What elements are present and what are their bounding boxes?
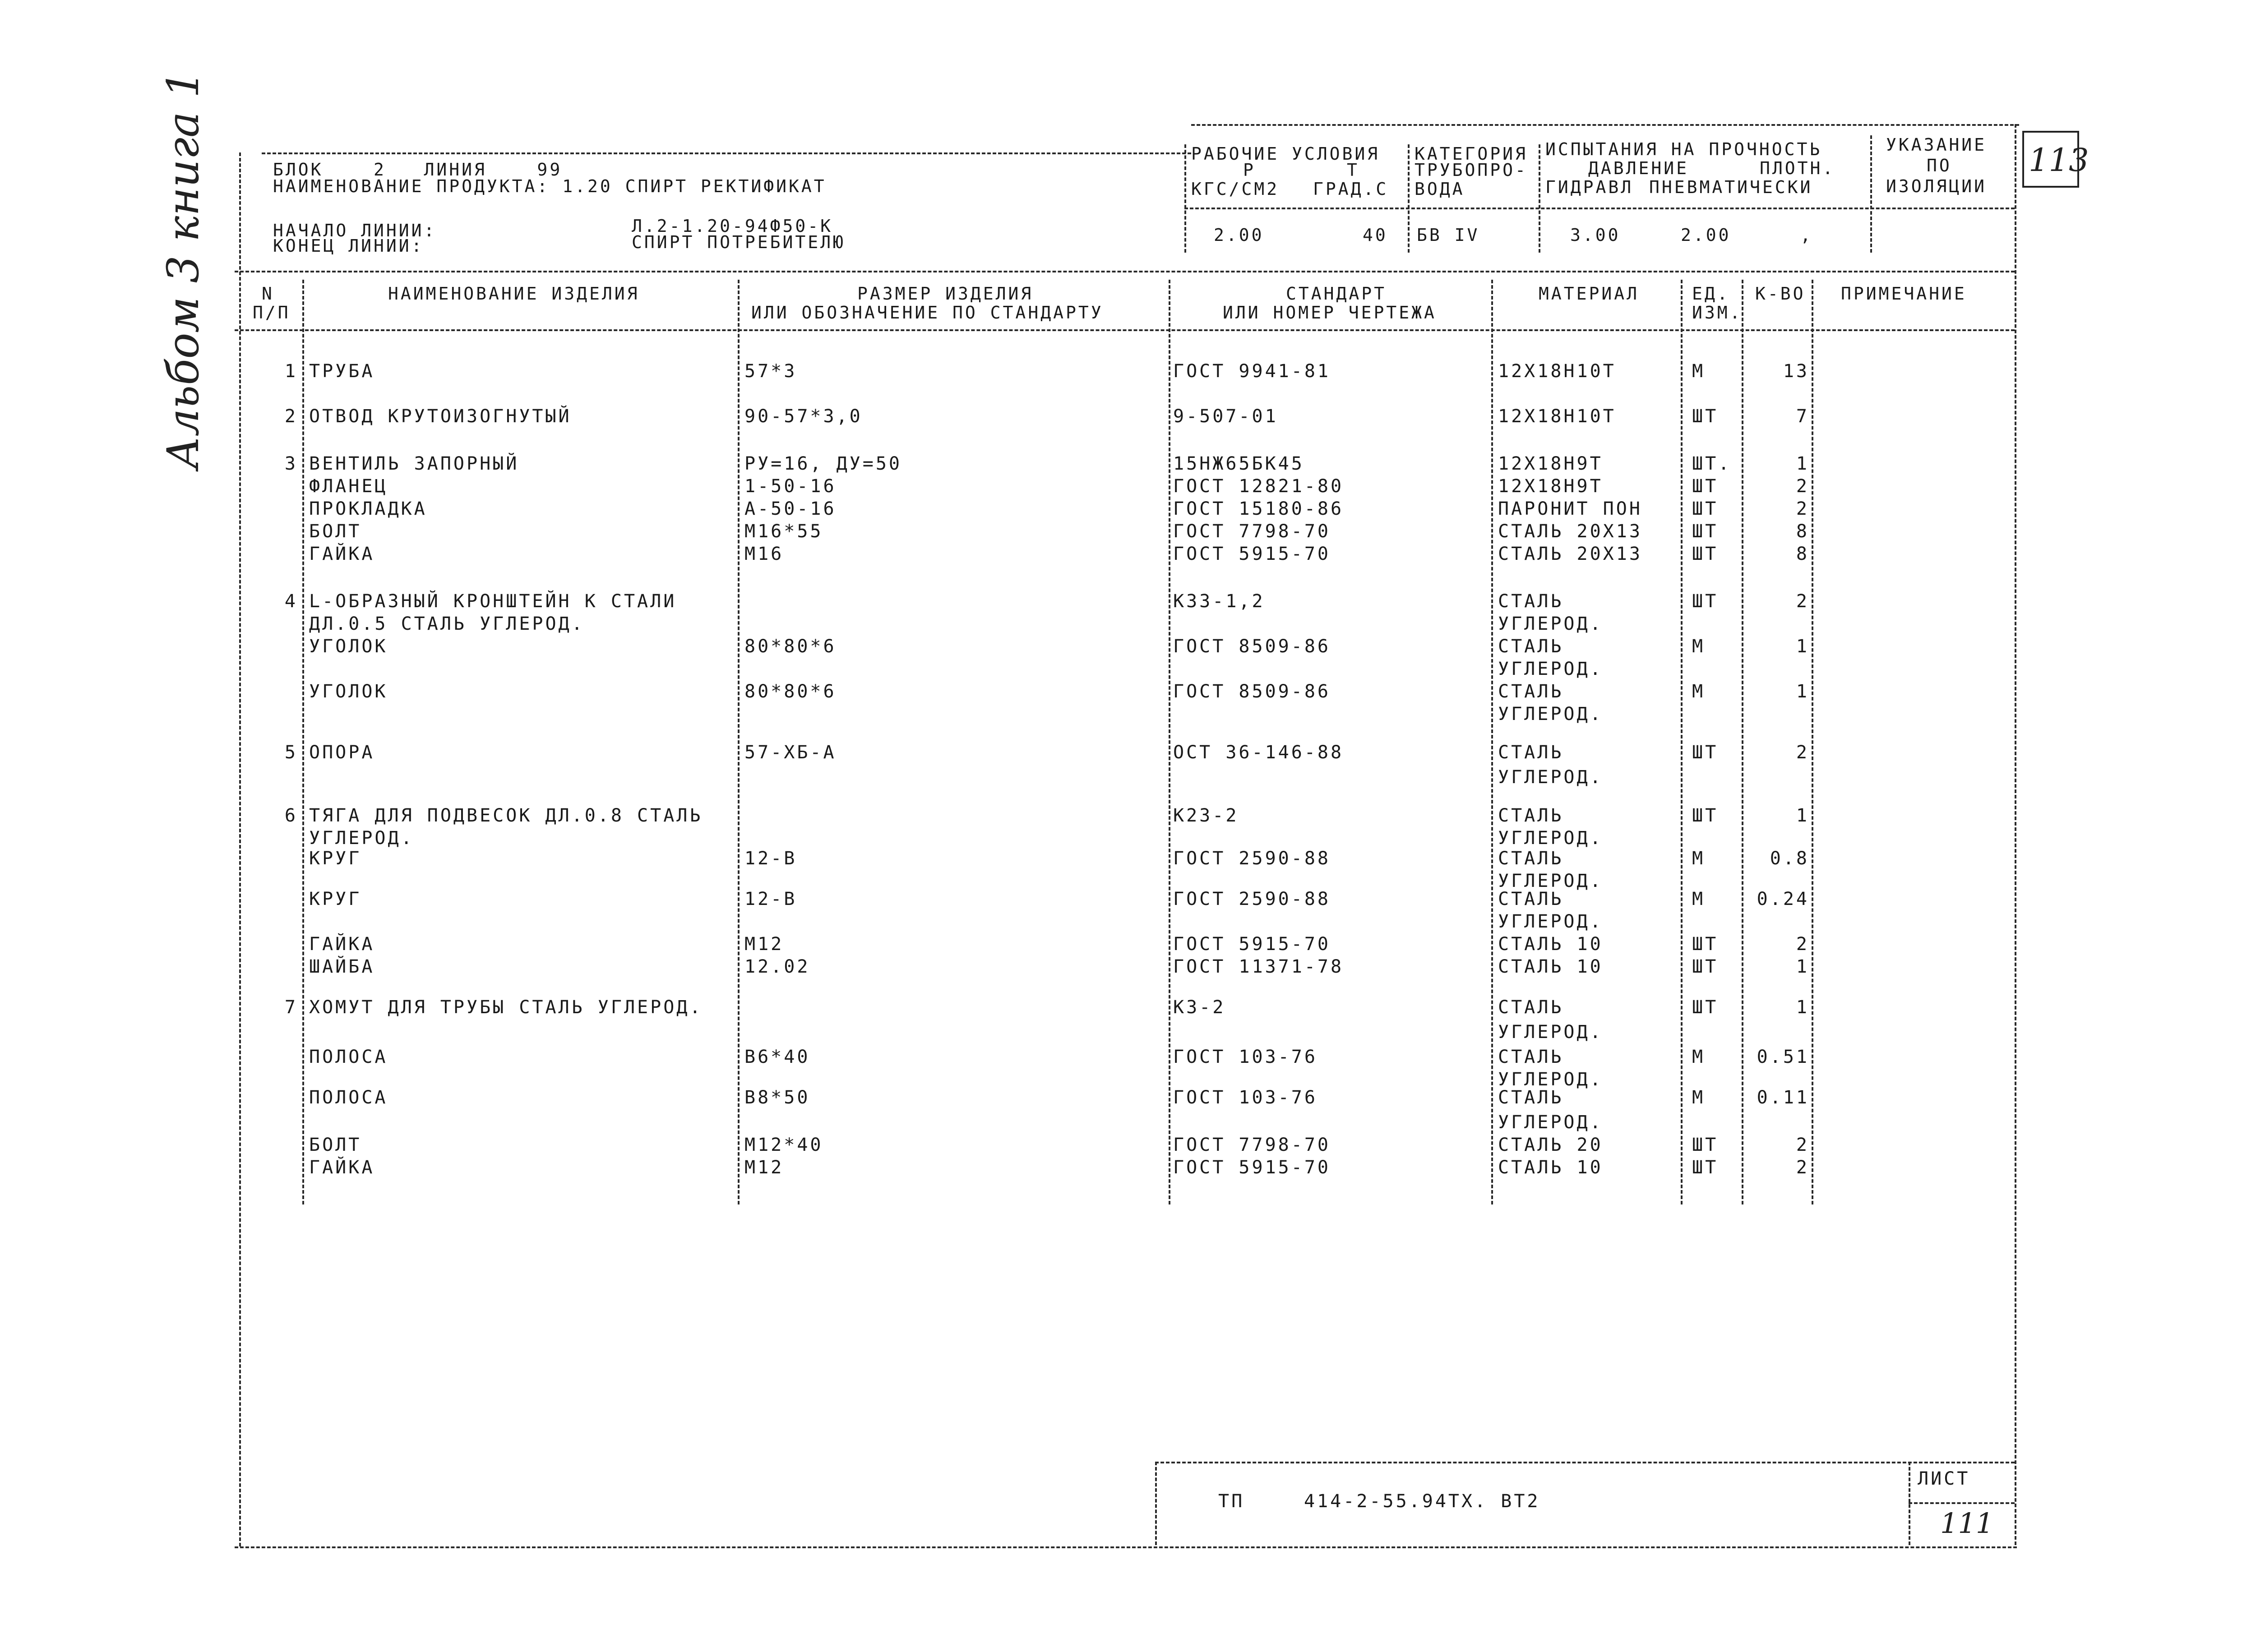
item-unit: М bbox=[1692, 361, 1706, 382]
item-standard: ГОСТ 5915-70 bbox=[1173, 934, 1331, 955]
line-end-label: КОНЕЦ ЛИНИИ: bbox=[273, 236, 424, 256]
item-standard: ГОСТ 5915-70 bbox=[1173, 1157, 1331, 1178]
item-standard: ГОСТ 9941-81 bbox=[1173, 361, 1331, 382]
item-material: УГЛЕРОД. bbox=[1498, 1112, 1603, 1133]
item-material: 12Х18Н10Т bbox=[1498, 361, 1616, 382]
line-end-value: СПИРТ ПОТРЕБИТЕЛЮ bbox=[632, 232, 846, 252]
item-name: УГЛЕРОД. bbox=[309, 828, 414, 849]
table-row bbox=[0, 453, 2256, 474]
row-number: 7 bbox=[284, 997, 298, 1018]
density-value: , bbox=[1800, 225, 1813, 245]
row-number: 5 bbox=[284, 742, 298, 763]
item-material: СТАЛЬ bbox=[1498, 681, 1564, 702]
insulation-2: ПО bbox=[1927, 156, 1952, 175]
item-unit: ШТ bbox=[1692, 544, 1719, 564]
table-row bbox=[0, 1135, 2256, 1155]
item-standard: К3-2 bbox=[1173, 997, 1226, 1018]
sheet-corner-box bbox=[2022, 131, 2089, 188]
col-note: ПРИМЕЧАНИЕ bbox=[1841, 284, 1967, 304]
p-label: Р bbox=[1243, 160, 1256, 180]
footer-top-line bbox=[1155, 1462, 2015, 1463]
item-name: ДЛ.0.5 СТАЛЬ УГЛЕРОД. bbox=[309, 614, 585, 634]
col-name: НАИМЕНОВАНИЕ ИЗДЕЛИЯ bbox=[388, 284, 640, 304]
item-material: СТАЛЬ 20Х13 bbox=[1498, 544, 1642, 564]
pneumatic-value: 2.00 bbox=[1681, 225, 1731, 245]
item-quantity: 1 bbox=[1796, 453, 1809, 474]
row-number: 3 bbox=[284, 453, 298, 474]
item-unit: М bbox=[1692, 1047, 1706, 1067]
table-row bbox=[0, 742, 2256, 763]
item-unit: М bbox=[1692, 889, 1706, 909]
item-size: 12-В bbox=[744, 848, 797, 869]
table-row bbox=[0, 889, 2256, 909]
item-quantity: 1 bbox=[1796, 636, 1809, 657]
conditions-title: РАБОЧИЕ УСЛОВИЯ bbox=[1191, 144, 1380, 164]
test-pressure: ДАВЛЕНИЕ bbox=[1588, 158, 1689, 178]
item-unit: ШТ bbox=[1692, 934, 1719, 955]
columns-bottom-line bbox=[235, 329, 2015, 331]
item-material: УГЛЕРОД. bbox=[1498, 767, 1603, 788]
item-quantity: 2 bbox=[1796, 934, 1809, 955]
item-name: L-ОБРАЗНЫЙ КРОНШТЕЙН К СТАЛИ bbox=[309, 591, 677, 612]
item-name: УГОЛОК bbox=[309, 681, 388, 702]
item-name: ГАЙКА bbox=[309, 934, 375, 955]
table-row bbox=[0, 767, 2256, 788]
item-standard: 9-507-01 bbox=[1173, 406, 1278, 427]
item-unit: ШТ. bbox=[1692, 453, 1732, 474]
test-title: ИСПЫТАНИЯ НА ПРОЧНОСТЬ bbox=[1545, 139, 1822, 159]
item-size: 80*80*6 bbox=[744, 636, 837, 657]
item-material: СТАЛЬ 10 bbox=[1498, 934, 1603, 955]
item-name: КРУГ bbox=[309, 848, 362, 869]
item-standard: К33-1,2 bbox=[1173, 591, 1265, 612]
item-size: М12 bbox=[744, 934, 784, 955]
item-material: СТАЛЬ bbox=[1498, 591, 1564, 612]
item-material: СТАЛЬ bbox=[1498, 805, 1564, 826]
line-start-label: НАЧАЛО ЛИНИИ: bbox=[273, 221, 437, 240]
item-unit: ШТ bbox=[1692, 956, 1719, 977]
footer-left-line bbox=[1155, 1462, 1157, 1545]
insulation-3: ИЗОЛЯЦИИ bbox=[1886, 176, 1987, 196]
row-number: 1 bbox=[284, 361, 298, 382]
table-row bbox=[0, 828, 2256, 849]
table-row bbox=[0, 591, 2256, 612]
item-material: УГЛЕРОД. bbox=[1498, 614, 1603, 634]
frame-bottom bbox=[235, 1546, 2017, 1548]
item-size: 90-57*3,0 bbox=[744, 406, 863, 427]
table-row bbox=[0, 636, 2256, 657]
item-name: ТРУБА bbox=[309, 361, 375, 382]
category-title: КАТЕГОРИЯ bbox=[1415, 144, 1528, 164]
item-size: 57-ХБ-А bbox=[744, 742, 837, 763]
table-row bbox=[0, 659, 2256, 679]
row-number: 6 bbox=[284, 805, 298, 826]
item-unit: ШТ bbox=[1692, 1157, 1719, 1178]
item-name: ПОЛОСА bbox=[309, 1087, 388, 1108]
item-unit: М bbox=[1692, 636, 1706, 657]
item-material: СТАЛЬ bbox=[1498, 1087, 1564, 1108]
table-row bbox=[0, 1047, 2256, 1067]
col-material: МАТЕРИАЛ bbox=[1539, 284, 1640, 304]
table-row bbox=[0, 1112, 2256, 1133]
item-material: СТАЛЬ 20 bbox=[1498, 1135, 1603, 1155]
footer-sheet-line bbox=[1909, 1502, 2015, 1504]
table-row bbox=[0, 544, 2256, 564]
item-material: СТАЛЬ bbox=[1498, 848, 1564, 869]
item-quantity: 2 bbox=[1796, 498, 1809, 519]
item-standard: ГОСТ 2590-88 bbox=[1173, 848, 1331, 869]
footer-sheet-label: ЛИСТ bbox=[1918, 1468, 1970, 1489]
item-standard: К23-2 bbox=[1173, 805, 1239, 826]
col-std-2: ИЛИ НОМЕР ЧЕРТЕЖА bbox=[1223, 303, 1437, 323]
row-number: 2 bbox=[284, 406, 298, 427]
item-material: 12Х18Н9Т bbox=[1498, 453, 1603, 474]
item-size: М16*55 bbox=[744, 521, 823, 542]
item-quantity: 7 bbox=[1796, 406, 1809, 427]
test-density: ПЛОТН. bbox=[1760, 158, 1835, 178]
item-name: ПОЛОСА bbox=[309, 1047, 388, 1067]
album-note: Альбом 3 книга 1 bbox=[158, 70, 208, 469]
header-divider-cat bbox=[1408, 144, 1410, 253]
item-material: ПАРОНИТ ПОН bbox=[1498, 498, 1642, 519]
item-standard: ГОСТ 8509-86 bbox=[1173, 681, 1331, 702]
item-quantity: 0.51 bbox=[1757, 1047, 1809, 1067]
item-quantity: 1 bbox=[1796, 681, 1809, 702]
t-unit: ГРАД.С bbox=[1313, 179, 1389, 199]
item-size: М12*40 bbox=[744, 1135, 823, 1155]
item-standard: ГОСТ 103-76 bbox=[1173, 1047, 1318, 1067]
footer-sheet-number: 111 bbox=[1940, 1507, 1994, 1540]
item-unit: ШТ bbox=[1692, 805, 1719, 826]
item-material: УГЛЕРОД. bbox=[1498, 1022, 1603, 1043]
item-unit: М bbox=[1692, 1087, 1706, 1108]
frame-top-right bbox=[1191, 124, 2019, 126]
item-quantity: 1 bbox=[1796, 997, 1809, 1018]
header-values-line bbox=[1184, 208, 2015, 209]
item-standard: ГОСТ 7798-70 bbox=[1173, 1135, 1331, 1155]
col-num-1: N bbox=[262, 284, 274, 304]
item-standard: ГОСТ 5915-70 bbox=[1173, 544, 1331, 564]
item-material: СТАЛЬ 10 bbox=[1498, 1157, 1603, 1178]
col-unit-2: ИЗМ. bbox=[1692, 303, 1743, 323]
table-row bbox=[0, 476, 2256, 497]
item-quantity: 1 bbox=[1796, 805, 1809, 826]
item-unit: ШТ bbox=[1692, 591, 1719, 612]
item-name: БОЛТ bbox=[309, 521, 362, 542]
table-row bbox=[0, 406, 2256, 427]
item-size: 12.02 bbox=[744, 956, 810, 977]
table-row bbox=[0, 956, 2256, 977]
category-sub: ТРУБОПРО- bbox=[1415, 160, 1528, 180]
col-size-2: ИЛИ ОБОЗНАЧЕНИЕ ПО СТАНДАРТУ bbox=[751, 303, 1104, 323]
item-unit: ШТ bbox=[1692, 997, 1719, 1018]
table-row bbox=[0, 498, 2256, 519]
item-quantity: 0.11 bbox=[1757, 1087, 1809, 1108]
footer-doc-code: 414-2-55.94ТХ. ВТ2 bbox=[1304, 1491, 1540, 1512]
item-name: ТЯГА ДЛЯ ПОДВЕСОК ДЛ.0.8 СТАЛЬ bbox=[309, 805, 703, 826]
block-line: БЛОК 2 ЛИНИЯ 99 bbox=[273, 160, 563, 180]
item-material: УГЛЕРОД. bbox=[1498, 911, 1603, 932]
item-size: 12-В bbox=[744, 889, 797, 909]
test-pneumatic: ПНЕВМАТИЧЕСКИ bbox=[1649, 177, 1813, 197]
p-unit: КГС/СМ2 bbox=[1191, 179, 1280, 199]
item-name: ФЛАНЕЦ bbox=[309, 476, 388, 497]
sheet-corner-number: 113 bbox=[2029, 142, 2089, 179]
item-material: СТАЛЬ bbox=[1498, 997, 1564, 1018]
item-standard: ГОСТ 12821-80 bbox=[1173, 476, 1344, 497]
item-name: ОТВОД КРУТОИЗОГНУТЫЙ bbox=[309, 406, 572, 427]
item-material: УГЛЕРОД. bbox=[1498, 704, 1603, 724]
item-material: СТАЛЬ 20Х13 bbox=[1498, 521, 1642, 542]
table-row bbox=[0, 1157, 2256, 1178]
item-standard: ГОСТ 15180-86 bbox=[1173, 498, 1344, 519]
item-material: УГЛЕРОД. bbox=[1498, 828, 1603, 849]
product-name: НАИМЕНОВАНИЕ ПРОДУКТА: 1.20 СПИРТ РЕКТИФИКАТ bbox=[273, 176, 827, 196]
item-name: БОЛТ bbox=[309, 1135, 362, 1155]
item-standard: ГОСТ 8509-86 bbox=[1173, 636, 1331, 657]
item-unit: ШТ bbox=[1692, 406, 1719, 427]
item-quantity: 13 bbox=[1783, 361, 1809, 382]
table-row bbox=[0, 704, 2256, 724]
item-unit: ШТ bbox=[1692, 498, 1719, 519]
item-unit: М bbox=[1692, 681, 1706, 702]
t-value: 40 bbox=[1363, 225, 1388, 245]
table-row bbox=[0, 1022, 2256, 1043]
item-name: ГАЙКА bbox=[309, 544, 375, 564]
item-name: ПРОКЛАДКА bbox=[309, 498, 427, 519]
header-divider-test bbox=[1539, 144, 1540, 253]
category-value: БВ IV bbox=[1417, 225, 1480, 245]
item-quantity: 0.8 bbox=[1770, 848, 1809, 869]
item-name: ГАЙКА bbox=[309, 1157, 375, 1178]
p-value: 2.00 bbox=[1214, 225, 1264, 245]
item-standard: ГОСТ 7798-70 bbox=[1173, 521, 1331, 542]
item-material: 12Х18Н9Т bbox=[1498, 476, 1603, 497]
item-quantity: 2 bbox=[1796, 1135, 1809, 1155]
item-standard: 15НЖ65БК45 bbox=[1173, 453, 1304, 474]
item-size: В6*40 bbox=[744, 1047, 810, 1067]
item-quantity: 0.24 bbox=[1757, 889, 1809, 909]
table-row bbox=[0, 911, 2256, 932]
item-size: 1-50-16 bbox=[744, 476, 837, 497]
item-standard: ОСТ 36-146-88 bbox=[1173, 742, 1344, 763]
t-label: Т bbox=[1347, 160, 1359, 180]
hydraulic-value: 3.00 bbox=[1570, 225, 1621, 245]
item-quantity: 8 bbox=[1796, 544, 1809, 564]
item-quantity: 8 bbox=[1796, 521, 1809, 542]
item-name: ШАЙБА bbox=[309, 956, 375, 977]
col-num-2: П/П bbox=[253, 303, 291, 323]
item-quantity: 2 bbox=[1796, 591, 1809, 612]
item-size: М12 bbox=[744, 1157, 784, 1178]
item-material: СТАЛЬ bbox=[1498, 1047, 1564, 1067]
item-material: 12Х18Н10Т bbox=[1498, 406, 1616, 427]
item-material: СТАЛЬ bbox=[1498, 742, 1564, 763]
table-row bbox=[0, 805, 2256, 826]
header-bottom-line bbox=[235, 271, 2015, 272]
item-name: ХОМУТ ДЛЯ ТРУБЫ СТАЛЬ УГЛЕРОД. bbox=[309, 997, 703, 1018]
header-divider-main bbox=[1184, 144, 1186, 253]
item-material: УГЛЕРОД. bbox=[1498, 1069, 1603, 1090]
item-standard: ГОСТ 103-76 bbox=[1173, 1087, 1318, 1108]
item-material: УГЛЕРОД. bbox=[1498, 871, 1603, 891]
item-quantity: 2 bbox=[1796, 742, 1809, 763]
insulation-1: УКАЗАНИЕ bbox=[1886, 135, 1987, 155]
item-size: А-50-16 bbox=[744, 498, 837, 519]
item-standard: ГОСТ 2590-88 bbox=[1173, 889, 1331, 909]
item-size: РУ=16, ДУ=50 bbox=[744, 453, 902, 474]
col-size-1: РАЗМЕР ИЗДЕЛИЯ bbox=[857, 284, 1034, 304]
table-row bbox=[0, 997, 2256, 1018]
table-row bbox=[0, 521, 2256, 542]
col-qty: К-ВО bbox=[1755, 284, 1806, 304]
item-quantity: 2 bbox=[1796, 1157, 1809, 1178]
table-row bbox=[0, 848, 2256, 869]
col-std-1: СТАНДАРТ bbox=[1286, 284, 1387, 304]
item-size: 80*80*6 bbox=[744, 681, 837, 702]
item-unit: ШТ bbox=[1692, 742, 1719, 763]
item-unit: ШТ bbox=[1692, 521, 1719, 542]
line-start-value: Л.2-1.20-94Ф50-К bbox=[632, 216, 833, 236]
item-material: СТАЛЬ bbox=[1498, 889, 1564, 909]
item-quantity: 2 bbox=[1796, 476, 1809, 497]
table-row bbox=[0, 681, 2256, 702]
item-material: СТАЛЬ 10 bbox=[1498, 956, 1603, 977]
test-hydraulic: ГИДРАВЛ bbox=[1545, 177, 1634, 197]
item-material: СТАЛЬ bbox=[1498, 636, 1564, 657]
category-sub2: ВОДА bbox=[1415, 179, 1465, 199]
row-number: 4 bbox=[284, 591, 298, 612]
item-size: В8*50 bbox=[744, 1087, 810, 1108]
table-row bbox=[0, 361, 2256, 382]
item-material: УГЛЕРОД. bbox=[1498, 659, 1603, 679]
header-divider-ins bbox=[1870, 135, 1872, 253]
item-name: ОПОРА bbox=[309, 742, 375, 763]
item-size: 57*3 bbox=[744, 361, 797, 382]
item-quantity: 1 bbox=[1796, 956, 1809, 977]
item-unit: М bbox=[1692, 848, 1706, 869]
item-size: М16 bbox=[744, 544, 784, 564]
footer-tp: ТП bbox=[1218, 1491, 1245, 1512]
item-name: УГОЛОК bbox=[309, 636, 388, 657]
frame-top-left bbox=[262, 152, 1191, 154]
table-row bbox=[0, 1087, 2256, 1108]
item-name: КРУГ bbox=[309, 889, 362, 909]
item-standard: ГОСТ 11371-78 bbox=[1173, 956, 1344, 977]
item-name: ВЕНТИЛЬ ЗАПОРНЫЙ bbox=[309, 453, 519, 474]
item-unit: ШТ bbox=[1692, 476, 1719, 497]
item-unit: ШТ bbox=[1692, 1135, 1719, 1155]
col-unit-1: ЕД. bbox=[1692, 284, 1730, 304]
table-row bbox=[0, 614, 2256, 634]
table-row bbox=[0, 934, 2256, 955]
